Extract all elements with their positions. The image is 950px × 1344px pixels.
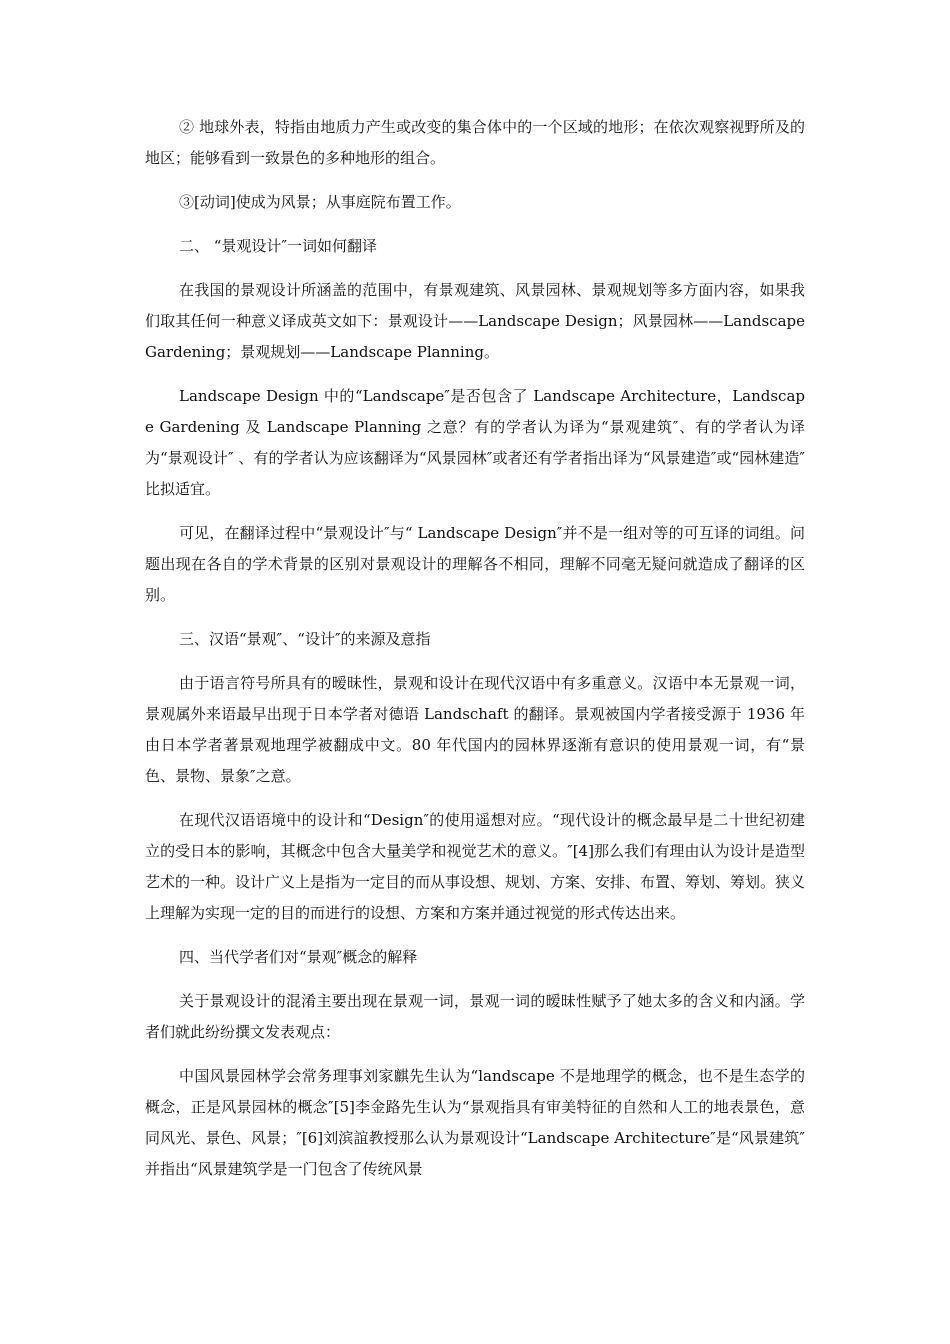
paragraph-scholar-views: 中国风景园林学会常务理事刘家麒先生认为“landscape 不是地理学的概念，也不是生态学的概念，正是风景园林的概念″[5]李金路先生认为“景观指具有审美特征的自然和人工的地表景色，意同风光、景色、风景；″[6]刘滨誼教授那么认为景观设计“Landscape Architecture″是“风景建筑″并指出“风景建筑学是一门包含了传统风景: [145, 1067, 805, 1178]
paragraph-translation-difference: 可见，在翻译过程中“景观设计″与“ Landscape Design″并不是一组对等的可互译的词组。问题出现在各自的学术背景的区别对景观设计的理解各不相同，理解不同毫无疑问就造成了翻译的区别。: [145, 524, 805, 604]
document-body: [145, 112, 805, 1198]
section-heading-4: 四、当代学者们对“景观″概念的解释: [179, 948, 418, 966]
paragraph-origin-design: 在现代汉语语境中的设计和“Design″的使用遥想对应。“现代设计的概念最早是二十世纪初建立的受日本的影响，其概念中包含大量美学和视觉艺术的意义。″[4]那么我们有理由认为设计是造型艺术的一种。设计广义上是指为一定目的而从事设想、规划、方案、安排、布置、筹划、筹划。狭义上理解为实现一定的目的而进行的设想、方案和方案并通过视觉的形式传达出来。: [145, 811, 806, 922]
section-heading-2: 二、 “景观设计″一词如何翻译: [179, 237, 378, 255]
paragraph-scope: 在我国的景观设计所涵盖的范围中，有景观建筑、风景园林、景观规划等多方面内容，如果我们取其任何一种意义译成英文如下：景观设计——Landscape Design；风景园林——Landscape Gardening；景观规划——Landscape Planning。: [145, 281, 805, 361]
paragraph-landscape-design: Landscape Design 中的“Landscape″是否包含了 Landscape Architecture，Landscape Gardening 及 Landscape Planning 之意？有的学者认为译为“景观建筑″、有的学者认为译为“景观设计″ 、有的学者认为应该翻译为“风景园林″或者还有学者指出译为“风景建造″或“园林建造″比拟适宜。: [145, 387, 805, 498]
paragraph-definition-3: ③[动词]使成为风景；从事庭院布置工作。: [179, 193, 461, 211]
paragraph-confusion: 关于景观设计的混淆主要出现在景观一词，景观一词的暧昧性赋予了她太多的含义和内涵。学者们就此纷纷撰文发表观点：: [145, 992, 805, 1041]
paragraph-definition-2: ② 地球外表，特指由地质力产生或改变的集合体中的一个区域的地形；在依次观察视野所及的地区；能够看到一致景色的多种地形的组合。: [145, 118, 805, 167]
section-heading-3: 三、汉语“景观″、“设计″的来源及意指: [179, 630, 431, 648]
paragraph-origin-jingguan: 由于语言符号所具有的暧昧性，景观和设计在现代汉语中有多重意义。汉语中本无景观一词，景观属外来语最早出现于日本学者对德语 Landschaft 的翻译。景观被国内学者接受源于 1936 年由日本学者著景观地理学被翻成中文。80 年代国内的园林界逐渐有意识的使用景观一词，有“景色、景物、景象″之意。: [145, 674, 805, 785]
